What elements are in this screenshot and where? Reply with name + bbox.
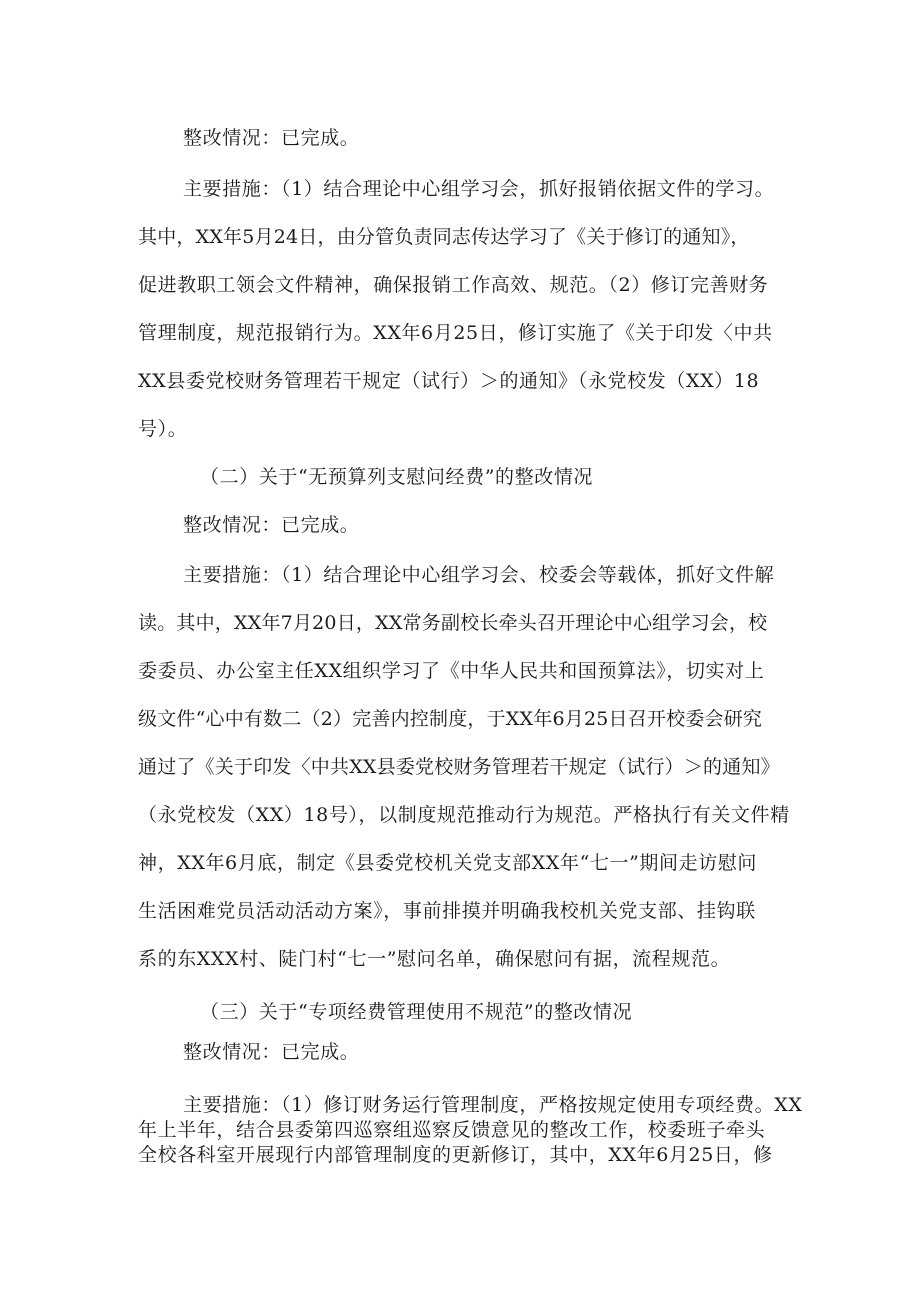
body-line: 系的东XXX村、陡门村“七一”慰问名单，确保慰问有据，流程规范。 xyxy=(138,948,731,970)
measures-line: 主要措施：（1）结合理论中心组学习会，抓好报销依据文件的学习。 xyxy=(183,178,775,200)
measures-line: 主要措施：（1）结合理论中心组学习会、校委会等载体，抓好文件解 xyxy=(183,564,775,586)
body-line: 其中，XX年5月24日，由分管负责同志传达学习了《关于修订的通知》， xyxy=(138,226,750,248)
status-line: 整改情况：已完成。 xyxy=(183,514,360,536)
body-line: 神，XX年6月底，制定《县委党校机关党支部XX年“七一”期间走访慰问 xyxy=(138,852,758,874)
measures-line: 主要措施：（1）修订财务运行管理制度，严格按规定使用专项经费。XX xyxy=(183,1094,803,1116)
body-line: 读。其中，XX年7月20日，XX常务副校长牵头召开理论中心组学习会，校 xyxy=(138,612,768,634)
body-line: 号）。 xyxy=(138,418,188,440)
section-heading: （三）关于“专项经费管理使用不规范”的整改情况 xyxy=(200,1001,633,1023)
body-line: 年上半年，结合县委第四巡察组巡察反馈意见的整改工作，校委班子牵头 xyxy=(138,1119,766,1141)
status-line: 整改情况：已完成。 xyxy=(183,127,360,149)
status-line: 整改情况：已完成。 xyxy=(183,1041,360,1063)
body-line: 促进教职工领会文件精神，确保报销工作高效、规范。（2）修订完善财务 xyxy=(138,274,769,296)
body-line: 委委员、办公室主任XX组织学习了《中华人民共和国预算法》，切实对上 xyxy=(138,660,765,682)
body-line: 管理制度，规范报销行为。XX年6月25日，修订实施了《关于印发〈中共 xyxy=(138,322,773,344)
body-line: （永党校发（XX）18号），以制度规范推动行为规范。严格执行有关文件精 xyxy=(138,804,790,826)
body-line: 生活困难党员活动活动方案》，事前排摸并明确我校机关党支部、挂钩联 xyxy=(138,900,756,922)
body-line: XX县委党校财务管理若干规定（试行）＞的通知》（永党校发（XX）18 xyxy=(138,370,760,392)
section-heading: （二）关于“无预算列支慰问经费”的整改情况 xyxy=(200,466,594,488)
body-line: 通过了《关于印发〈中共XX县委党校财务管理若干规定（试行）＞的通知》 xyxy=(138,756,780,778)
body-line: 全校各科室开展现行内部管理制度的更新修订，其中，XX年6月25日，修 xyxy=(138,1144,773,1166)
body-line: 级文件“心中有数二（2）完善内控制度，于XX年6月25日召开校委会研究 xyxy=(138,708,763,730)
